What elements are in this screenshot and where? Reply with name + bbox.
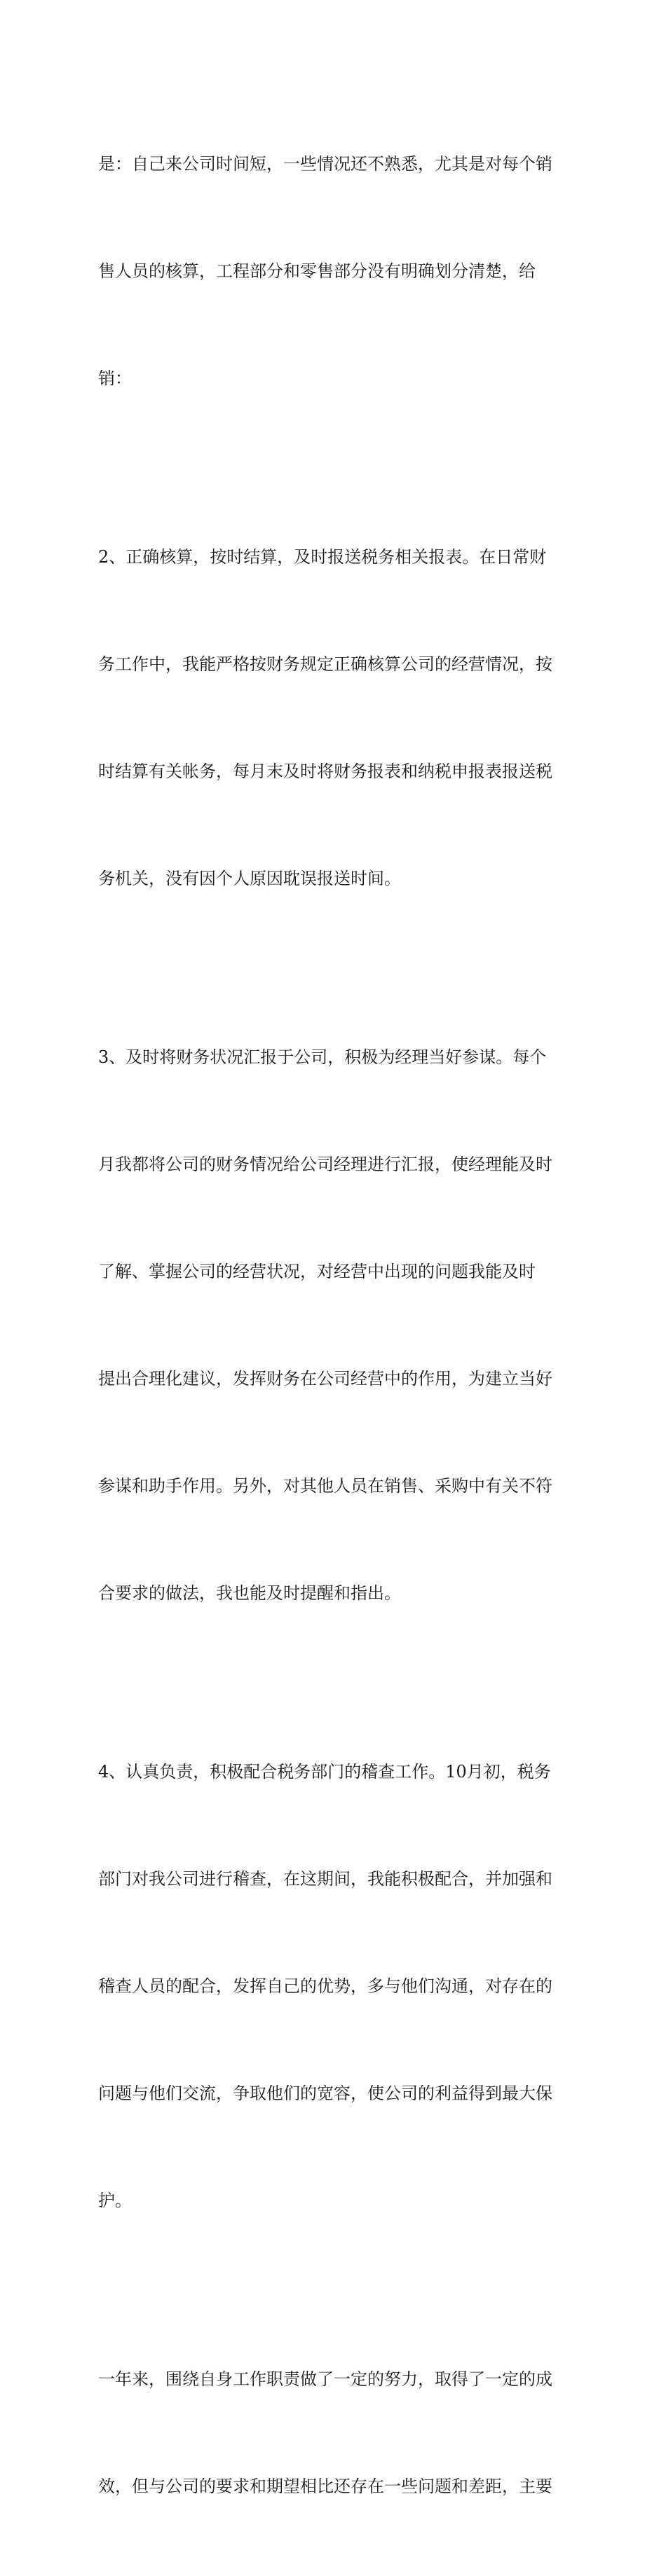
text-line: 护。 [98, 2191, 132, 2210]
text-line: 是：自己来公司时间短，一些情况还不熟悉，尤其是对每个销 [98, 154, 552, 174]
text-line: 参谋和助手作用。另外，对其他人员在销售、采购中有关不符 [98, 1476, 552, 1496]
text-line: 2、正确核算，按时结算，及时报送税务相关报表。在日常财 [98, 547, 547, 567]
paragraph-summary [98, 2290, 575, 2576]
text-line: 提出合理化建议，发挥财务在公司经营中的作用，为建立当好 [98, 1369, 552, 1389]
text-line: 时结算有关帐务，每月末及时将财务报表和纳税申报表报送税 [98, 762, 552, 781]
paragraph-intro-continuation [98, 75, 575, 468]
text-line: 务机关，没有因个人原因耽误报送时间。 [98, 869, 401, 888]
text-line: 了解、掌握公司的经营状况，对经营中出现的问题我能及时 [98, 1262, 536, 1281]
text-line: 问题与他们交流，争取他们的宽容，使公司的利益得到最大保 [98, 2083, 552, 2103]
text-line: 售人员的核算，工程部分和零售部分没有明确划分清楚，给 [98, 261, 536, 281]
text-line: 销： [98, 369, 132, 388]
text-line: 3、及时将财务状况汇报于公司，积极为经理当好参谋。每个 [98, 1047, 547, 1067]
text-line: 部门对我公司进行稽查，在这期间，我能积极配合，并加强和 [98, 1869, 552, 1889]
text-line: 效，但与公司的要求和期望相比还存在一些问题和差距，主要 [98, 2477, 552, 2496]
text-line: 稽查人员的配合，发挥自己的优势，多与他们沟通，对存在的 [98, 1976, 552, 1996]
paragraph-item-2 [98, 468, 575, 968]
text-line: 月我都将公司的财务情况给公司经理进行汇报，使经理能及时 [98, 1155, 552, 1174]
paragraph-item-4 [98, 1683, 575, 2290]
paragraph-item-3 [98, 968, 575, 1683]
document-body [98, 75, 575, 2576]
text-line: 务工作中，我能严格按财务规定正确核算公司的经营情况，按 [98, 654, 552, 674]
text-line: 合要求的做法，我也能及时提醒和指出。 [98, 1583, 401, 1603]
text-line: 一年来，围绕自身工作职责做了一定的努力，取得了一定的成 [98, 2369, 552, 2389]
text-line: 4、认真负责，积极配合税务部门的稽查工作。10月初，税务 [98, 1762, 551, 1782]
